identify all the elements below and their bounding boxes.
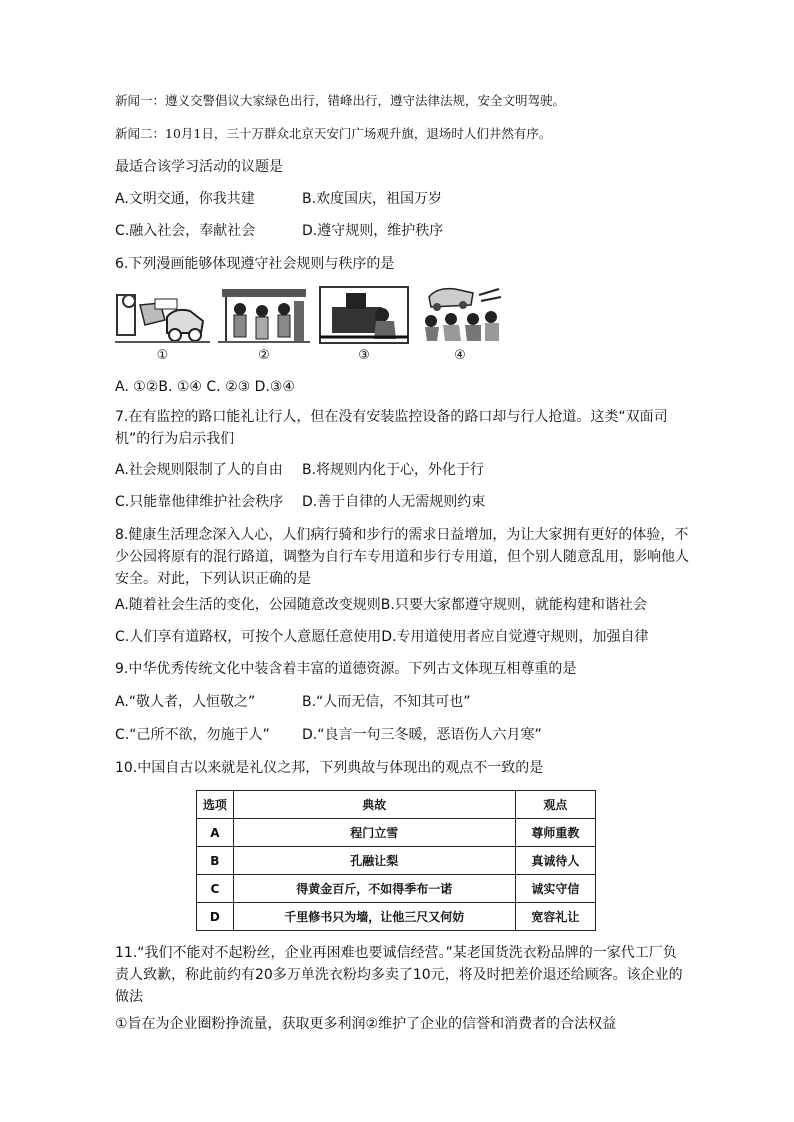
table-cell: 诚实守信: [515, 875, 595, 903]
q7-option-b: B.将规则内化于心，外化于行: [302, 462, 485, 478]
q5-option-d: D.遵守规则，维护秩序: [302, 223, 444, 239]
table-header-row: [197, 791, 596, 819]
table-cell: 真诚待人: [515, 847, 595, 875]
comic-panel-4: [415, 285, 505, 363]
news-2: 新闻二：10月1日，三十万群众北京天安门广场观升旗，退场时人们井然有序。: [115, 126, 552, 141]
table-cell: 尊师重教: [515, 819, 595, 847]
q7-option-d: D.善于自律的人无需规则约束: [302, 494, 486, 510]
comic-illustration-3: [318, 285, 410, 345]
comic-panel-3: [318, 285, 410, 363]
table-header: 典故: [233, 791, 515, 819]
table-row: [197, 847, 596, 875]
comic-illustration-4: [415, 285, 505, 345]
q5-option-c: C.融入社会，奉献社会: [115, 223, 256, 239]
q8-options-cd: C.人们享有道路权，可按个人意愿任意使用D.专用道使用者应自觉遵守规则，加强自律: [115, 629, 649, 645]
table-cell: D: [197, 903, 234, 931]
comic-panel-1: [115, 285, 210, 363]
table-cell: B: [197, 847, 234, 875]
comic-illustration-2: [218, 285, 310, 345]
q9-option-d: D.“良言一句三冬暖，恶语伤人六月寒”: [302, 727, 542, 743]
table-cell: 得黄金百斤，不如得季布一诺: [233, 875, 515, 903]
comic-panel-2: [218, 285, 310, 363]
q5-option-a: A.文明交通，你我共建: [115, 191, 255, 207]
comic-label-3: ③: [358, 348, 370, 363]
table-header: 观点: [515, 791, 595, 819]
q6-comic-strip: [115, 285, 505, 363]
q8-options-ab: A.随着社会生活的变化，公园随意改变规则B.只要大家都遵守规则，就能构建和谐社会: [115, 597, 647, 613]
q9-stem: 9.中华优秀传统文化中装含着丰富的道德资源。下列古文体现互相尊重的是: [115, 661, 577, 677]
q11-stem: 11.“我们不能对不起粉丝，企业再困难也要诚信经营。”某老国货洗衣粉品牌的一家代工厂负责人致歉，称此前约有20多万单洗衣粉均多卖了10元，将及时把差价退还给顾客。该企业的做法: [115, 945, 683, 1005]
table-header: 选项: [197, 791, 234, 819]
q9-option-c: C.“己所不欲，勿施于人”: [115, 727, 270, 743]
table-row: [197, 903, 596, 931]
table-cell: 程门立雪: [233, 819, 515, 847]
table-cell: A: [197, 819, 234, 847]
q5-stem: 最适合该学习活动的议题是: [115, 159, 283, 175]
q6-options: A. ①②B. ①④ C. ②③ D.③④: [115, 379, 295, 395]
q6-stem: 6.下列漫画能够体现遵守社会规则与秩序的是: [115, 256, 395, 272]
q10-stem: 10.中国自古以来就是礼仪之邦，下列典故与体现出的观点不一致的是: [115, 760, 544, 776]
news-1: 新闻一：遵义交警倡议大家绿色出行，错峰出行，遵守法律法规，安全文明驾驶。: [115, 93, 566, 108]
table-cell: 孔融让梨: [233, 847, 515, 875]
table-cell: C: [197, 875, 234, 903]
q9-option-a: A.“敬人者，人恒敬之”: [115, 694, 256, 710]
comic-illustration-1: [115, 285, 210, 345]
q7-stem: 7.在有监控的路口能礼让行人，但在没有安装监控设备的路口却与行人抢道。这类“双面司机”的行为启示我们: [115, 409, 668, 447]
table-cell: 千里修书只为墙，让他三尺又何妨: [233, 903, 515, 931]
comic-label-2: ②: [258, 348, 270, 363]
table-cell: 宽容礼让: [515, 903, 595, 931]
q5-option-b: B.欢度国庆，祖国万岁: [302, 191, 443, 207]
q8-stem: 8.健康生活理念深入人心，人们病行骑和步行的需求日益增加，为让大家拥有更好的体验，不少公园将原有的混行路道，调整为自行车专用道和步行专用道，但个别人随意乱用，影响他人安全。对此，下列认识正确的是: [115, 527, 689, 587]
table-row: [197, 875, 596, 903]
q7-option-a: A.社会规则限制了人的自由: [115, 462, 283, 478]
table-row: [197, 819, 596, 847]
comic-label-4: ④: [454, 348, 466, 363]
comic-label-1: ①: [156, 348, 169, 363]
q10-table: [196, 790, 596, 931]
q9-option-b: B.“人而无信，不知其可也”: [302, 694, 471, 710]
q7-option-c: C.只能靠他律维护社会秩序: [115, 494, 284, 510]
q11-items-1-2: ①旨在为企业圈粉挣流量，获取更多利润②维护了企业的信誉和消费者的合法权益: [115, 1016, 617, 1032]
